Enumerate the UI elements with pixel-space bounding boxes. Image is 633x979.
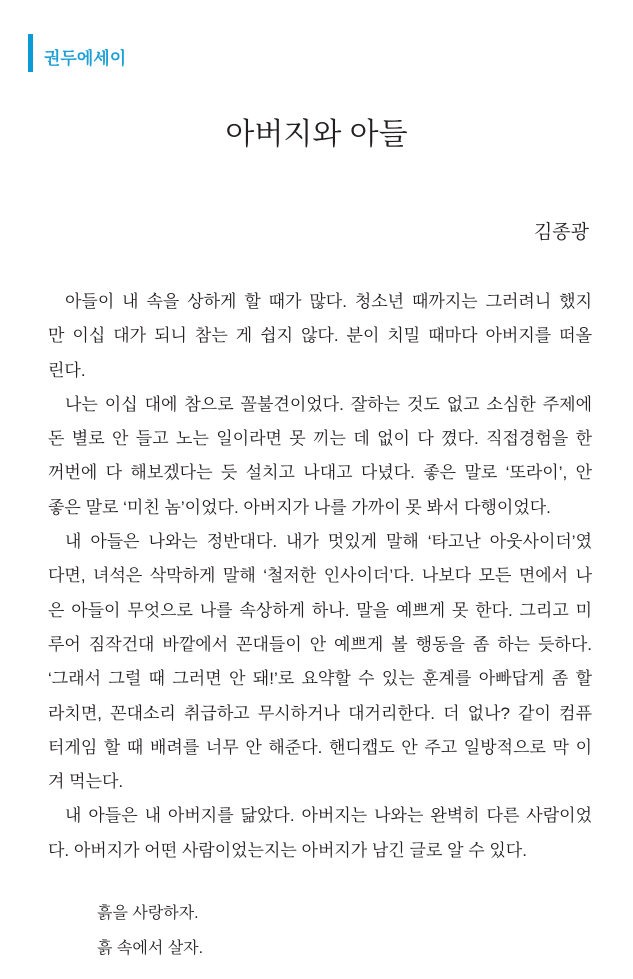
body-line: 다면, 녀석은 삭막하게 말해 ‘철저한 인사이더’다. 나보다 모든 면에서 나 <box>48 566 592 586</box>
body-line: 만 이십 대가 되니 참는 게 쉽지 않다. 분이 치밀 때마다 아버지를 떠올 <box>48 326 592 346</box>
body-line: 라치면, 꼰대소리 취급하고 무시하거나 대거리한다. 더 없나? 같이 컴퓨 <box>48 703 592 723</box>
body-line: 꺼번에 다 해보겠다는 듯 설치고 나대고 다녔다. 좋은 말로 ‘또라이’, 안 <box>48 463 592 483</box>
essay-body <box>48 285 592 868</box>
quoted-poem <box>97 896 203 966</box>
author-name: 김종광 <box>533 222 589 243</box>
body-line: 내 아들은 내 아버지를 닮았다. 아버지는 나와는 완벽히 다른 사람이었 <box>65 806 592 826</box>
poem-line: 흙 속에서 살자. <box>97 940 204 957</box>
body-line: ‘그래서 그럴 때 그러면 안 돼!’로 요약할 수 있는 훈계를 아빠답게 좀 할 <box>48 669 592 689</box>
section-accent-bar <box>28 34 33 72</box>
body-line: 다. 아버지가 어떤 사람이었는지는 아버지가 남긴 글로 알 수 있다. <box>48 840 527 860</box>
body-line: 겨 먹는다. <box>48 772 124 792</box>
body-line: 터게임 할 때 배려를 너무 안 해준다. 핸디캡도 안 주고 일방적으로 막 이 <box>48 737 592 757</box>
body-line: 돈 별로 안 들고 노는 일이라면 못 끼는 데 없이 다 꼈다. 직접경험을 한 <box>48 429 592 449</box>
body-line: 좋은 말로 ‘미친 놈’이었다. 아버지가 나를 가까이 못 봐서 다행이었다. <box>48 497 551 517</box>
body-line: 나는 이십 대에 참으로 꼴불견이었다. 잘하는 것도 없고 소심한 주제에 <box>65 394 592 414</box>
section-label: 권두에세이 <box>44 49 127 68</box>
body-line: 은 아들이 무엇으로 나를 속상하게 하나. 말을 예쁘게 못 한다. 그리고 미 <box>48 600 592 620</box>
poem-line: 흙을 사랑하자. <box>97 905 199 922</box>
page-title: 아버지와 아들 <box>225 118 408 151</box>
body-line: 내 아들은 나와는 정반대다. 내가 멋있게 말해 ‘타고난 아웃사이더’였 <box>65 532 592 552</box>
body-line: 아들이 내 속을 상하게 할 때가 많다. 청소년 때까지는 그러려니 했지 <box>65 292 592 311</box>
body-line: 린다. <box>48 360 86 380</box>
body-line: 루어 짐작건대 바깥에서 꼰대들이 안 예쁘게 볼 행동을 좀 하는 듯하다. <box>48 634 592 654</box>
